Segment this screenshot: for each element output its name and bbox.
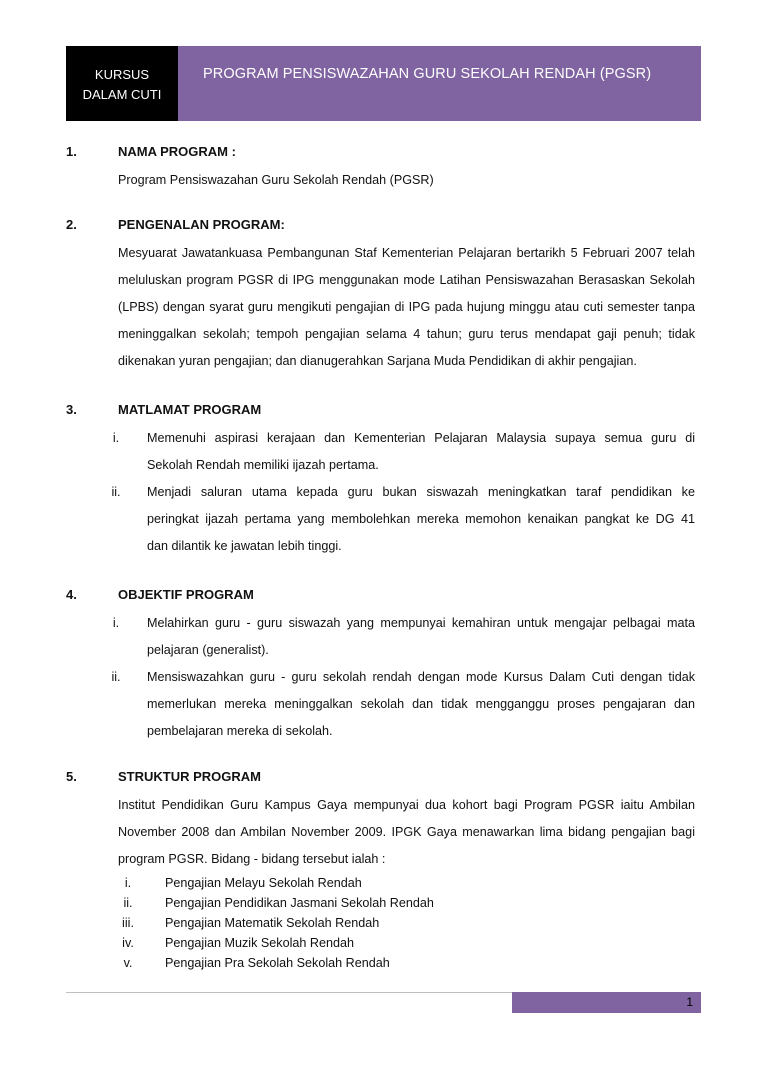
section-heading: PENGENALAN PROGRAM: bbox=[118, 217, 285, 232]
section-number: 5. bbox=[66, 769, 77, 784]
badge-line-2: DALAM CUTI bbox=[82, 87, 162, 102]
course-type-badge bbox=[66, 46, 178, 121]
list-item: Pengajian Matematik Sekolah Rendah bbox=[165, 916, 380, 930]
footer-divider bbox=[66, 992, 512, 993]
badge-line-1: KURSUS bbox=[94, 67, 150, 82]
paragraph-line: program PGSR. Bidang - bidang tersebut ialah : bbox=[118, 852, 386, 866]
item-line: Menjadi saluran utama kepada guru bukan siswazah meningkatkan taraf pendidikan ke bbox=[147, 485, 695, 499]
section-heading: STRUKTUR PROGRAM bbox=[118, 769, 261, 784]
document-title-banner bbox=[178, 46, 701, 121]
list-numeral: iv. bbox=[122, 936, 134, 950]
section-number: 4. bbox=[66, 587, 77, 602]
paragraph-line: Institut Pendidikan Guru Kampus Gaya mempunyai dua kohort bagi Program PGSR iaitu Ambilan bbox=[118, 798, 695, 812]
list-numeral: iii. bbox=[122, 916, 134, 930]
item-line: memerlukan mereka meninggalkan sekolah dan tidak mengganggu proses pengajaran dan bbox=[147, 697, 695, 711]
list-item: Pengajian Pra Sekolah Sekolah Rendah bbox=[165, 956, 390, 970]
item-line: peringkat ijazah pertama yang membolehkan mereka memohon kenaikan pangkat ke DG 41 bbox=[147, 512, 695, 526]
item-line: Memenuhi aspirasi kerajaan dan Kementerian Pelajaran Malaysia supaya semua guru di bbox=[147, 431, 695, 445]
section-number: 2. bbox=[66, 217, 77, 232]
document-title: PROGRAM PENSISWAZAHAN GURU SEKOLAH RENDAH (PGSR) bbox=[203, 66, 652, 82]
page-number: 1 bbox=[686, 995, 693, 1009]
section-heading: OBJEKTIF PROGRAM bbox=[118, 587, 254, 602]
list-item: Pengajian Melayu Sekolah Rendah bbox=[165, 876, 362, 890]
item-line: pembelajaran mereka di sekolah. bbox=[147, 724, 333, 738]
paragraph-line: Program Pensiswazahan Guru Sekolah Rendah (PGSR) bbox=[118, 173, 434, 187]
paragraph-line: (LPBS) dengan syarat guru mengikuti pengajian di IPG pada hujung minggu atau cuti semester tanpa bbox=[118, 300, 695, 314]
item-line: Sekolah Rendah memiliki ijazah pertama. bbox=[147, 458, 379, 472]
paragraph-line: November 2008 dan Ambilan November 2009. IPGK Gaya menawarkan lima bidang pengajian bagi bbox=[118, 825, 695, 839]
section-number: 3. bbox=[66, 402, 77, 417]
list-numeral: ii. bbox=[123, 896, 133, 910]
list-numeral: i. bbox=[124, 876, 132, 890]
item-line: Mensiswazahkan guru - guru sekolah rendah dengan mode Kursus Dalam Cuti dengan tidak bbox=[147, 670, 695, 684]
list-item: Pengajian Pendidikan Jasmani Sekolah Rendah bbox=[165, 896, 434, 910]
paragraph-line: meluluskan program PGSR di IPG menggunakan mode Latihan Pensiswazahan Berasaskan Sekolah bbox=[118, 273, 695, 287]
page-number-box bbox=[512, 992, 701, 1013]
section-heading: MATLAMAT PROGRAM bbox=[118, 402, 262, 417]
item-numeral: i. bbox=[112, 431, 120, 445]
list-numeral: v. bbox=[123, 956, 133, 970]
item-numeral: ii. bbox=[111, 670, 121, 684]
item-line: Melahirkan guru - guru siswazah yang mempunyai kemahiran untuk mengajar pelbagai mata bbox=[147, 616, 695, 630]
item-line: pelajaran (generalist). bbox=[147, 643, 269, 657]
item-line: dan dilantik ke jawatan lebih tinggi. bbox=[147, 539, 342, 553]
item-numeral: i. bbox=[112, 616, 120, 630]
section-heading: NAMA PROGRAM : bbox=[118, 144, 236, 159]
paragraph-line: dikenakan yuran pengajian; dan dianugerahkan Sarjana Muda Pendidikan di akhir pengajian. bbox=[118, 354, 637, 368]
list-item: Pengajian Muzik Sekolah Rendah bbox=[165, 936, 355, 950]
section-number: 1. bbox=[66, 144, 77, 159]
paragraph-line: Mesyuarat Jawatankuasa Pembangunan Staf Kementerian Pelajaran bertarikh 5 Februari 2007 telah bbox=[118, 246, 695, 260]
paragraph-line: meninggalkan sekolah; tempoh pengajian selama 4 tahun; guru terus mendapat gaji penuh; tidak bbox=[118, 327, 695, 341]
item-numeral: ii. bbox=[111, 485, 121, 499]
